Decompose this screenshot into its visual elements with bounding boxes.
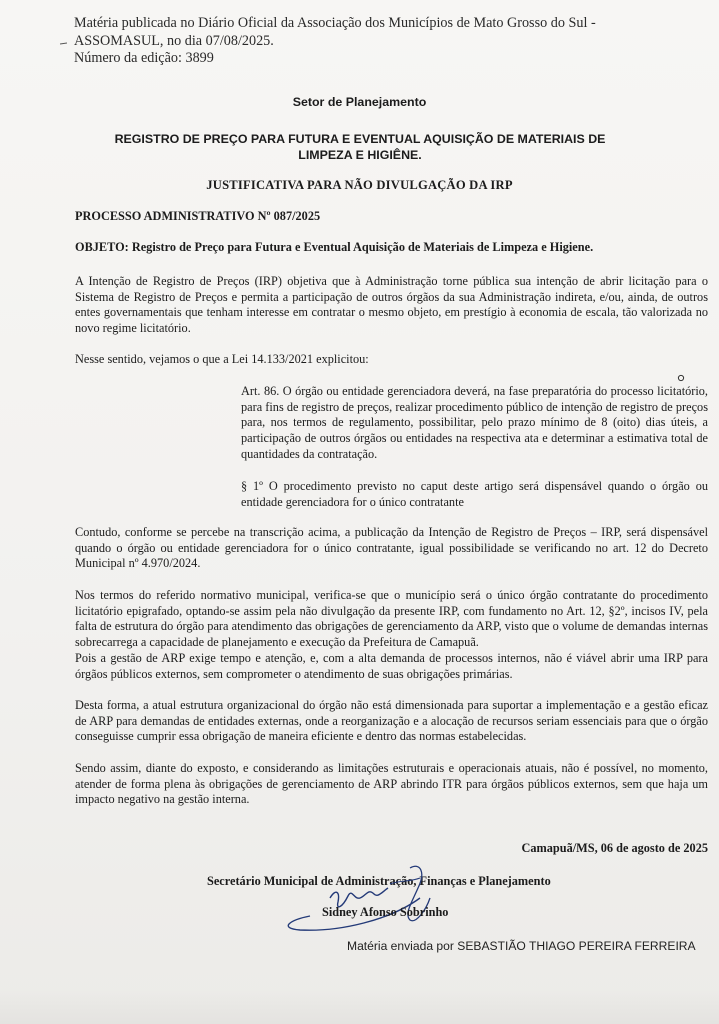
object-statement: OBJETO: Registro de Preço para Futura e Eventual Aquisição de Materiais de Limpeza e Higiene. bbox=[75, 240, 594, 254]
sector-heading: Setor de Planejamento bbox=[292, 95, 427, 109]
law-quote-paragraph-1: § 1º O procedimento previsto no caput deste artigo será dispensável quando o órgão ou entidade gerenciadora for o único contratante bbox=[241, 479, 708, 509]
paragraph-contudo: Contudo, conforme se percebe na transcrição acima, a publicação da Intenção de Registro de Preços – IRP, será dispensável quando o órgão ou entidade gerenciadora for o único contratante, igual possibilidade se verificando no art. 12 do Decreto Municipal nº 4.970/2024. bbox=[75, 525, 708, 571]
margin-mark bbox=[60, 43, 67, 45]
page-bottom-edge bbox=[0, 990, 719, 1024]
sent-by-note: Matéria enviada por SEBASTIÃO THIAGO PEREIRA FERREIRA bbox=[347, 939, 696, 953]
paragraph-law-intro: Nesse sentido, vejamos o que a Lei 14.133/2021 explicitou: bbox=[75, 352, 369, 366]
header-line-2: ASSOMASUL, no dia 07/08/2025. bbox=[74, 32, 274, 49]
header-line-1: Matéria publicada no Diário Oficial da Associação dos Municípios de Mato Grosso do Sul - bbox=[74, 15, 596, 31]
header-line-3: Número da edição: 3899 bbox=[74, 50, 214, 66]
paragraph-org-structure: Desta forma, a atual estrutura organizacional do órgão não está dimensionada para suportar a implementação e a gestão eficaz de ARP para demandas de entidades externas, onde a reorganização e a alocação de recursos seriam essenciais para que o órgão conseguisse cumprir essa obrigação de maneira eficiente e dentro das normas estabelecidas. bbox=[75, 698, 708, 744]
justification-title: JUSTIFICATIVA PARA NÃO DIVULGAÇÃO DA IRP bbox=[206, 178, 513, 192]
document-title: REGISTRO DE PREÇO PARA FUTURA E EVENTUAL AQUISIÇÃO DE MATERIAIS DE LIMPEZA E HIGIÊNE. bbox=[114, 132, 606, 162]
process-number: PROCESSO ADMINISTRATIVO Nº 087/2025 bbox=[75, 209, 321, 223]
signatory-position: Secretário Municipal de Administração, Finanças e Planejamento bbox=[207, 874, 551, 888]
paragraph-irp-intro: A Intenção de Registro de Preços (IRP) objetiva que à Administração torne pública sua intenção de abrir licitação para o Sistema de Registro de Preços e permita a participação de outros órgãos da sua Administração indireta, e/ou, ainda, de outros entes governamentais que tenham interesse em contratar o mesmo objeto, em prestígio à economia de escala, tão valorizada no novo regime licitatório. bbox=[75, 274, 708, 336]
place-date: Camapuã/MS, 06 de agosto de 2025 bbox=[521, 841, 708, 855]
paragraph-arp-management: Pois a gestão de ARP exige tempo e atenção, e, com a alta demanda de processos internos, não é viável abrir uma IRP para órgãos públicos externos, sem comprometer o atendimento de suas obrigações primárias. bbox=[75, 651, 708, 681]
ink-dot-mark bbox=[677, 374, 685, 382]
law-quote-art-86: Art. 86. O órgão ou entidade gerenciadora deverá, na fase preparatória do processo licitatório, para fins de registro de preços, realizar procedimento público de intenção de registro de preços para, nos termos de regulamento, possibilitar, pelo prazo mínimo de 8 (oito) dias úteis, a participação de outros órgãos ou entidades na respectiva ata e determinar a estimativa total de quantidades da contratação. bbox=[241, 384, 708, 461]
publication-header bbox=[74, 15, 684, 68]
paragraph-municipal-norm: Nos termos do referido normativo municipal, verifica-se que o município será o único órgão contratante do procedimento licitatório epigrafado, optando-se assim pela não divulgação da presente IRP, com fundamento no Art. 12, §2º, incisos IV, pela falta de estrutura do órgão para atendimento das obrigações de gerenciamento da ARP, visto que o volume de demandas internas sobrecarrega a capacidade de planejamento e execução da Prefeitura de Camapuã. bbox=[75, 588, 708, 650]
handwritten-signature bbox=[270, 858, 460, 938]
signatory-name: Sidney Afonso Sobrinho bbox=[322, 905, 449, 919]
paragraph-conclusion: Sendo assim, diante do exposto, e considerando as limitações estruturais e operacionais atuais, não é possível, no momento, atender de forma plena às obrigações de gerenciamento de ARP abrindo ITR para órgãos públicos externos, sem que haja um impacto negativo na gestão interna. bbox=[75, 761, 708, 807]
